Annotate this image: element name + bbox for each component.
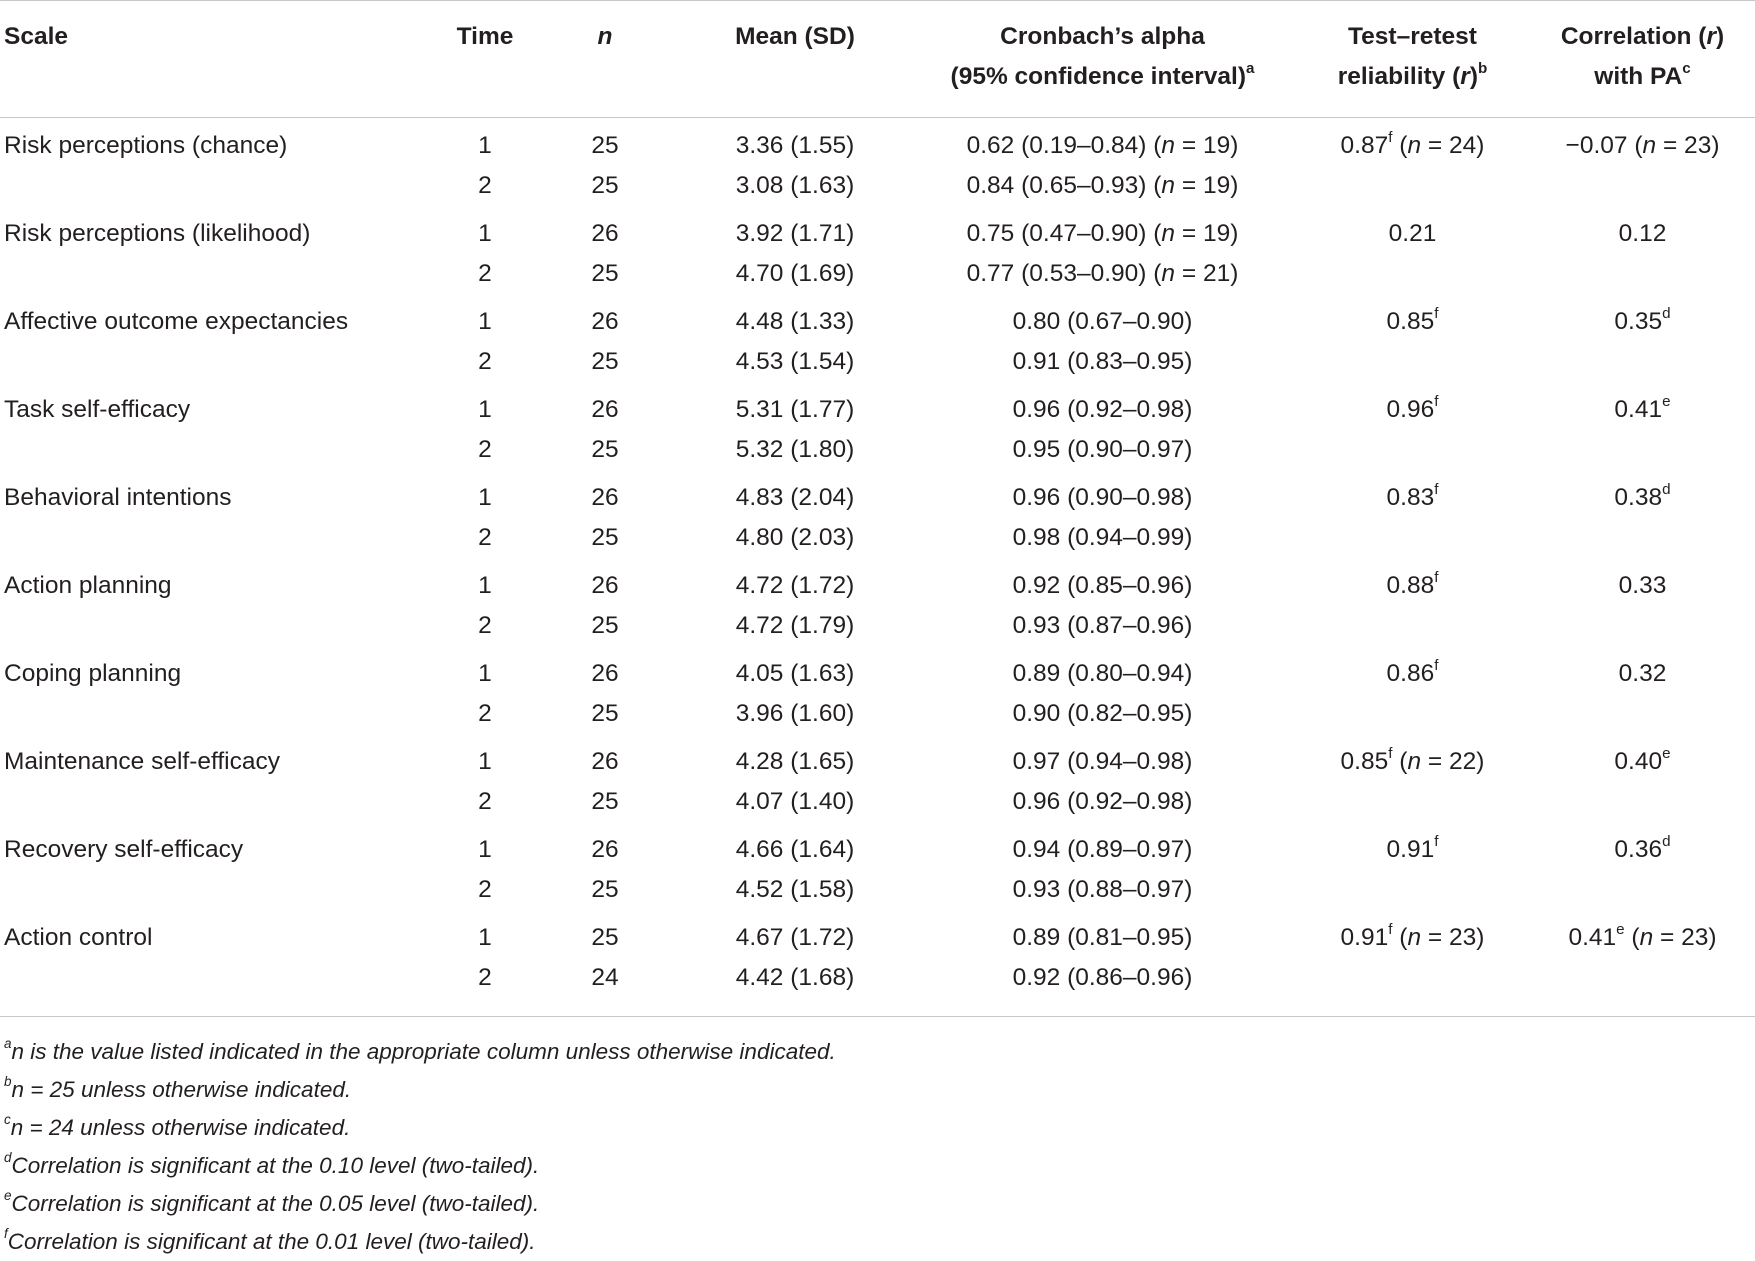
sample-size-note: (n = 19) <box>1153 132 1239 159</box>
cell-correlation <box>1530 958 1755 1017</box>
cell-alpha <box>910 254 1295 294</box>
test-retest-value: 0.88 <box>1386 572 1435 599</box>
cell-scale: Affective outcome expectancies <box>4 308 349 335</box>
table-footnotes <box>0 1033 1755 1261</box>
alpha-value: 0.89 (0.80–0.94) <box>1012 660 1193 687</box>
cell-time: 1 <box>478 836 492 863</box>
table-row <box>0 558 1755 606</box>
test-retest-value: 0.85 <box>1386 308 1435 335</box>
significance-mark: d <box>1662 832 1671 850</box>
cell-test-retest <box>1295 694 1530 734</box>
footnote <box>4 1071 1755 1109</box>
cell-test-retest <box>1295 342 1530 382</box>
footnote-mark: f <box>4 1226 8 1242</box>
footnote <box>4 1033 1755 1071</box>
cell-mean: 4.83 (2.04) <box>735 484 855 511</box>
test-retest-value: 0.83 <box>1386 484 1435 511</box>
cell-test-retest <box>1295 782 1530 822</box>
footnote <box>4 1147 1755 1185</box>
cell-mean: 3.92 (1.71) <box>735 220 855 247</box>
cell-mean: 4.53 (1.54) <box>735 348 855 375</box>
cell-correlation <box>1530 782 1755 822</box>
alpha-value: 0.95 (0.90–0.97) <box>1012 436 1193 463</box>
table-row <box>0 734 1755 782</box>
footnote-mark: d <box>4 1150 12 1166</box>
alpha-value: 0.94 (0.89–0.97) <box>1012 836 1193 863</box>
cell-test-retest <box>1295 734 1530 782</box>
cell-test-retest <box>1295 294 1530 342</box>
cell-correlation <box>1530 382 1755 430</box>
cell-correlation <box>1530 870 1755 910</box>
significance-mark: d <box>1662 480 1671 498</box>
cell-n: 26 <box>591 660 619 687</box>
cell-scale: Task self-efficacy <box>4 396 191 423</box>
cell-correlation <box>1530 430 1755 470</box>
table-row <box>0 782 1755 822</box>
table-row <box>0 646 1755 694</box>
table-row <box>0 470 1755 518</box>
cell-scale <box>0 958 440 1017</box>
cell-time: 2 <box>478 348 492 375</box>
footnote-text: n is the value listed indicated in the appropriate column unless otherwise indicated. <box>11 1039 836 1064</box>
cell-correlation <box>1530 118 1755 167</box>
alpha-value: 0.93 (0.87–0.96) <box>1012 612 1193 639</box>
significance-mark: f <box>1388 744 1393 762</box>
significance-mark: f <box>1434 832 1439 850</box>
cell-alpha <box>910 734 1295 782</box>
significance-mark: e <box>1662 392 1671 410</box>
cell-mean: 4.28 (1.65) <box>735 748 855 775</box>
significance-mark: f <box>1388 128 1393 146</box>
footnote <box>4 1185 1755 1223</box>
sample-size-note: (n = 23) <box>1399 924 1485 951</box>
significance-mark: d <box>1662 304 1671 322</box>
header-correlation: Correlation (r) with $PA^c$ <box>1530 1 1755 118</box>
cell-mean: 3.36 (1.55) <box>735 132 855 159</box>
cell-mean: 3.96 (1.60) <box>735 700 855 727</box>
cell-mean: 4.72 (1.79) <box>735 612 855 639</box>
cell-scale <box>0 342 440 382</box>
cell-n: 25 <box>591 524 619 551</box>
cell-scale: Maintenance self-efficacy <box>4 748 280 775</box>
cell-n: 24 <box>530 958 680 1017</box>
cell-correlation <box>1530 606 1755 646</box>
cell-alpha <box>910 342 1295 382</box>
cell-scale <box>0 606 440 646</box>
cell-time: 2 <box>478 260 492 287</box>
cell-scale <box>0 166 440 206</box>
cell-time: 1 <box>478 396 492 423</box>
sample-size-note: (n = 23) <box>1631 924 1717 951</box>
cell-time: 2 <box>478 172 492 199</box>
cell-correlation <box>1530 254 1755 294</box>
cell-mean: 4.66 (1.64) <box>735 836 855 863</box>
cell-time: 1 <box>478 132 492 159</box>
cell-n: 26 <box>591 836 619 863</box>
alpha-value: 0.93 (0.88–0.97) <box>1012 876 1193 903</box>
cell-correlation <box>1530 294 1755 342</box>
cell-test-retest <box>1295 430 1530 470</box>
table-row <box>0 342 1755 382</box>
table-row <box>0 118 1755 167</box>
cell-n: 25 <box>591 132 619 159</box>
header-scale: Scale <box>0 1 440 118</box>
cell-alpha <box>910 694 1295 734</box>
cell-mean: 5.31 (1.77) <box>735 396 855 423</box>
cell-n: 25 <box>591 260 619 287</box>
cell-test-retest <box>1295 166 1530 206</box>
significance-mark: f <box>1434 568 1439 586</box>
cell-time: 1 <box>478 748 492 775</box>
correlation-value: 0.36 <box>1614 836 1663 863</box>
cell-alpha <box>910 558 1295 606</box>
cell-mean: 4.05 (1.63) <box>735 660 855 687</box>
significance-mark: e <box>1662 744 1671 762</box>
test-retest-value: 0.87 <box>1340 132 1389 159</box>
table-row <box>0 958 1755 1017</box>
cell-n: 25 <box>591 436 619 463</box>
cell-correlation <box>1530 822 1755 870</box>
alpha-value: 0.80 (0.67–0.90) <box>1012 308 1193 335</box>
alpha-value: 0.62 (0.19–0.84) <box>966 132 1147 159</box>
table-row <box>0 254 1755 294</box>
cell-alpha <box>910 958 1295 1017</box>
footnote-mark: a <box>4 1036 12 1052</box>
header-alpha: Cronbach’s alpha (95% confidence interval)$^a$ <box>910 1 1295 118</box>
alpha-value: 0.97 (0.94–0.98) <box>1012 748 1193 775</box>
cell-scale: Action control <box>4 924 153 951</box>
cell-correlation <box>1530 734 1755 782</box>
sample-size-note: (n = 23) <box>1634 132 1720 159</box>
cell-time: 1 <box>478 572 492 599</box>
cell-scale <box>0 430 440 470</box>
alpha-value: 0.96 (0.90–0.98) <box>1012 484 1193 511</box>
cell-test-retest <box>1295 910 1530 958</box>
cell-test-retest <box>1295 206 1530 254</box>
cell-scale <box>0 694 440 734</box>
cell-test-retest <box>1295 382 1530 430</box>
table-header <box>0 1 1755 118</box>
test-retest-value: 0.86 <box>1386 660 1435 687</box>
header-row <box>0 1 1755 118</box>
cell-scale <box>0 518 440 558</box>
header-test-retest: Test–retest reliability $(r)^b$ <box>1295 1 1530 118</box>
header-time: Time <box>440 1 530 118</box>
alpha-value: 0.96 (0.92–0.98) <box>1012 396 1193 423</box>
cell-scale: Coping planning <box>4 660 182 687</box>
cell-alpha <box>910 294 1295 342</box>
cell-n: 26 <box>591 308 619 335</box>
test-retest-value: 0.91 <box>1386 836 1435 863</box>
cell-correlation <box>1530 558 1755 606</box>
cell-alpha <box>910 518 1295 558</box>
alpha-value: 0.98 (0.94–0.99) <box>1012 524 1193 551</box>
alpha-value: 0.89 (0.81–0.95) <box>1012 924 1193 951</box>
footnote-text: n = 25 unless otherwise indicated. <box>11 1077 352 1102</box>
cell-n: 25 <box>591 788 619 815</box>
correlation-value: 0.35 <box>1614 308 1663 335</box>
correlation-value: 0.33 <box>1618 572 1667 599</box>
cell-n: 25 <box>591 876 619 903</box>
cell-test-retest <box>1295 646 1530 694</box>
correlation-value: 0.32 <box>1618 660 1667 687</box>
alpha-value: 0.90 (0.82–0.95) <box>1012 700 1193 727</box>
cell-mean: 4.07 (1.40) <box>735 788 855 815</box>
sample-size-note: (n = 24) <box>1399 132 1485 159</box>
sample-size-note: (n = 19) <box>1153 172 1239 199</box>
cell-scale: Behavioral intentions <box>4 484 232 511</box>
cell-test-retest <box>1295 822 1530 870</box>
cell-n: 25 <box>591 172 619 199</box>
cell-scale: Action planning <box>4 572 172 599</box>
cell-scale: Risk perceptions (chance) <box>4 132 288 159</box>
table-row <box>0 910 1755 958</box>
cell-mean: 4.72 (1.72) <box>735 572 855 599</box>
alpha-value: 0.91 (0.83–0.95) <box>1012 348 1193 375</box>
table-row <box>0 694 1755 734</box>
significance-mark: f <box>1434 656 1439 674</box>
cell-n: 26 <box>591 484 619 511</box>
cell-test-retest <box>1295 470 1530 518</box>
cell-correlation <box>1530 910 1755 958</box>
cell-alpha <box>910 910 1295 958</box>
cell-alpha <box>910 870 1295 910</box>
cell-n: 26 <box>591 572 619 599</box>
cell-time: 1 <box>478 220 492 247</box>
cell-test-retest <box>1295 118 1530 167</box>
table-row <box>0 206 1755 254</box>
significance-mark: f <box>1434 480 1439 498</box>
cell-correlation <box>1530 646 1755 694</box>
footnote-text: n = 24 unless otherwise indicated. <box>10 1115 351 1140</box>
alpha-value: 0.92 (0.85–0.96) <box>1012 572 1193 599</box>
cell-test-retest <box>1295 558 1530 606</box>
cell-alpha <box>910 470 1295 518</box>
cell-mean: 4.80 (2.03) <box>735 524 855 551</box>
cell-mean: 3.08 (1.63) <box>735 172 855 199</box>
cell-scale <box>0 254 440 294</box>
correlation-value: 0.41 <box>1614 396 1663 423</box>
footnote-text: Correlation is significant at the 0.10 level (two-tailed). <box>11 1153 540 1178</box>
alpha-value: 0.75 (0.47–0.90) <box>966 220 1147 247</box>
cell-mean: 4.67 (1.72) <box>735 924 855 951</box>
cell-mean: 4.52 (1.58) <box>735 876 855 903</box>
correlation-value: 0.38 <box>1614 484 1663 511</box>
test-retest-value: 0.96 <box>1386 396 1435 423</box>
test-retest-value: 0.21 <box>1388 220 1437 247</box>
cell-scale: Recovery self-efficacy <box>4 836 244 863</box>
cell-time: 2 <box>478 788 492 815</box>
alpha-value: 0.96 (0.92–0.98) <box>1012 788 1193 815</box>
cell-time: 2 <box>478 612 492 639</box>
table-row <box>0 606 1755 646</box>
cell-time: 2 <box>478 436 492 463</box>
cell-alpha <box>910 206 1295 254</box>
cell-correlation <box>1530 166 1755 206</box>
cell-test-retest <box>1295 958 1530 1017</box>
cell-test-retest <box>1295 254 1530 294</box>
cell-time: 1 <box>478 660 492 687</box>
correlation-value: −0.07 <box>1565 132 1628 159</box>
cell-alpha <box>910 430 1295 470</box>
cell-time: 2 <box>478 700 492 727</box>
cell-n: 25 <box>591 348 619 375</box>
footnote-text: Correlation is significant at the 0.01 level (two-tailed). <box>7 1229 536 1254</box>
cell-alpha <box>910 166 1295 206</box>
cell-alpha <box>910 646 1295 694</box>
cell-test-retest <box>1295 870 1530 910</box>
footnote <box>4 1109 1755 1147</box>
cell-n: 26 <box>591 220 619 247</box>
significance-mark: f <box>1388 920 1393 938</box>
cell-test-retest <box>1295 518 1530 558</box>
alpha-value: 0.84 (0.65–0.93) <box>966 172 1147 199</box>
cell-alpha <box>910 118 1295 167</box>
cell-test-retest <box>1295 606 1530 646</box>
header-n: n <box>530 1 680 118</box>
table-row <box>0 822 1755 870</box>
table-row <box>0 430 1755 470</box>
cell-time: 1 <box>478 924 492 951</box>
sample-size-note: (n = 22) <box>1399 748 1485 775</box>
sample-size-note: (n = 21) <box>1153 260 1239 287</box>
cell-alpha <box>910 822 1295 870</box>
cell-correlation <box>1530 470 1755 518</box>
cell-correlation <box>1530 518 1755 558</box>
cell-mean: 4.48 (1.33) <box>735 308 855 335</box>
table-row <box>0 294 1755 342</box>
cell-mean: 4.70 (1.69) <box>735 260 855 287</box>
footnote-mark: e <box>4 1188 12 1204</box>
correlation-value: 0.40 <box>1614 748 1663 775</box>
cell-mean: 4.42 (1.68) <box>680 958 910 1017</box>
cell-time: 1 <box>478 308 492 335</box>
header-mean: Mean (SD) <box>680 1 910 118</box>
cell-n: 25 <box>591 924 619 951</box>
footnote-mark: b <box>4 1074 12 1090</box>
cell-time: 2 <box>440 958 530 1017</box>
cell-correlation <box>1530 342 1755 382</box>
sample-size-note: (n = 19) <box>1153 220 1239 247</box>
significance-mark: f <box>1434 392 1439 410</box>
cell-n: 25 <box>591 700 619 727</box>
cell-alpha <box>910 382 1295 430</box>
cell-scale <box>0 870 440 910</box>
table-row <box>0 870 1755 910</box>
footnote-mark: c <box>4 1112 11 1128</box>
cell-correlation <box>1530 694 1755 734</box>
cell-n: 26 <box>591 748 619 775</box>
cell-alpha <box>910 782 1295 822</box>
significance-mark: e <box>1616 920 1625 938</box>
cell-n: 25 <box>591 612 619 639</box>
cell-time: 2 <box>478 876 492 903</box>
correlation-value: 0.41 <box>1568 924 1617 951</box>
alpha-value: 0.92 (0.86–0.96) <box>1012 964 1193 991</box>
test-retest-value: 0.85 <box>1340 748 1389 775</box>
table-row <box>0 518 1755 558</box>
cell-scale <box>0 782 440 822</box>
cell-scale: Risk perceptions (likelihood) <box>4 220 311 247</box>
footnote <box>4 1223 1755 1261</box>
table-body <box>0 118 1755 1017</box>
footnote-text: Correlation is significant at the 0.05 level (two-tailed). <box>11 1191 540 1216</box>
significance-mark: f <box>1434 304 1439 322</box>
alpha-value: 0.77 (0.53–0.90) <box>966 260 1147 287</box>
cell-n: 26 <box>591 396 619 423</box>
cell-correlation <box>1530 206 1755 254</box>
cell-mean: 5.32 (1.80) <box>735 436 855 463</box>
correlation-value: 0.12 <box>1618 220 1667 247</box>
test-retest-value: 0.91 <box>1340 924 1389 951</box>
cell-alpha <box>910 606 1295 646</box>
table-row <box>0 166 1755 206</box>
cell-time: 1 <box>478 484 492 511</box>
table-row <box>0 382 1755 430</box>
cell-time: 2 <box>478 524 492 551</box>
